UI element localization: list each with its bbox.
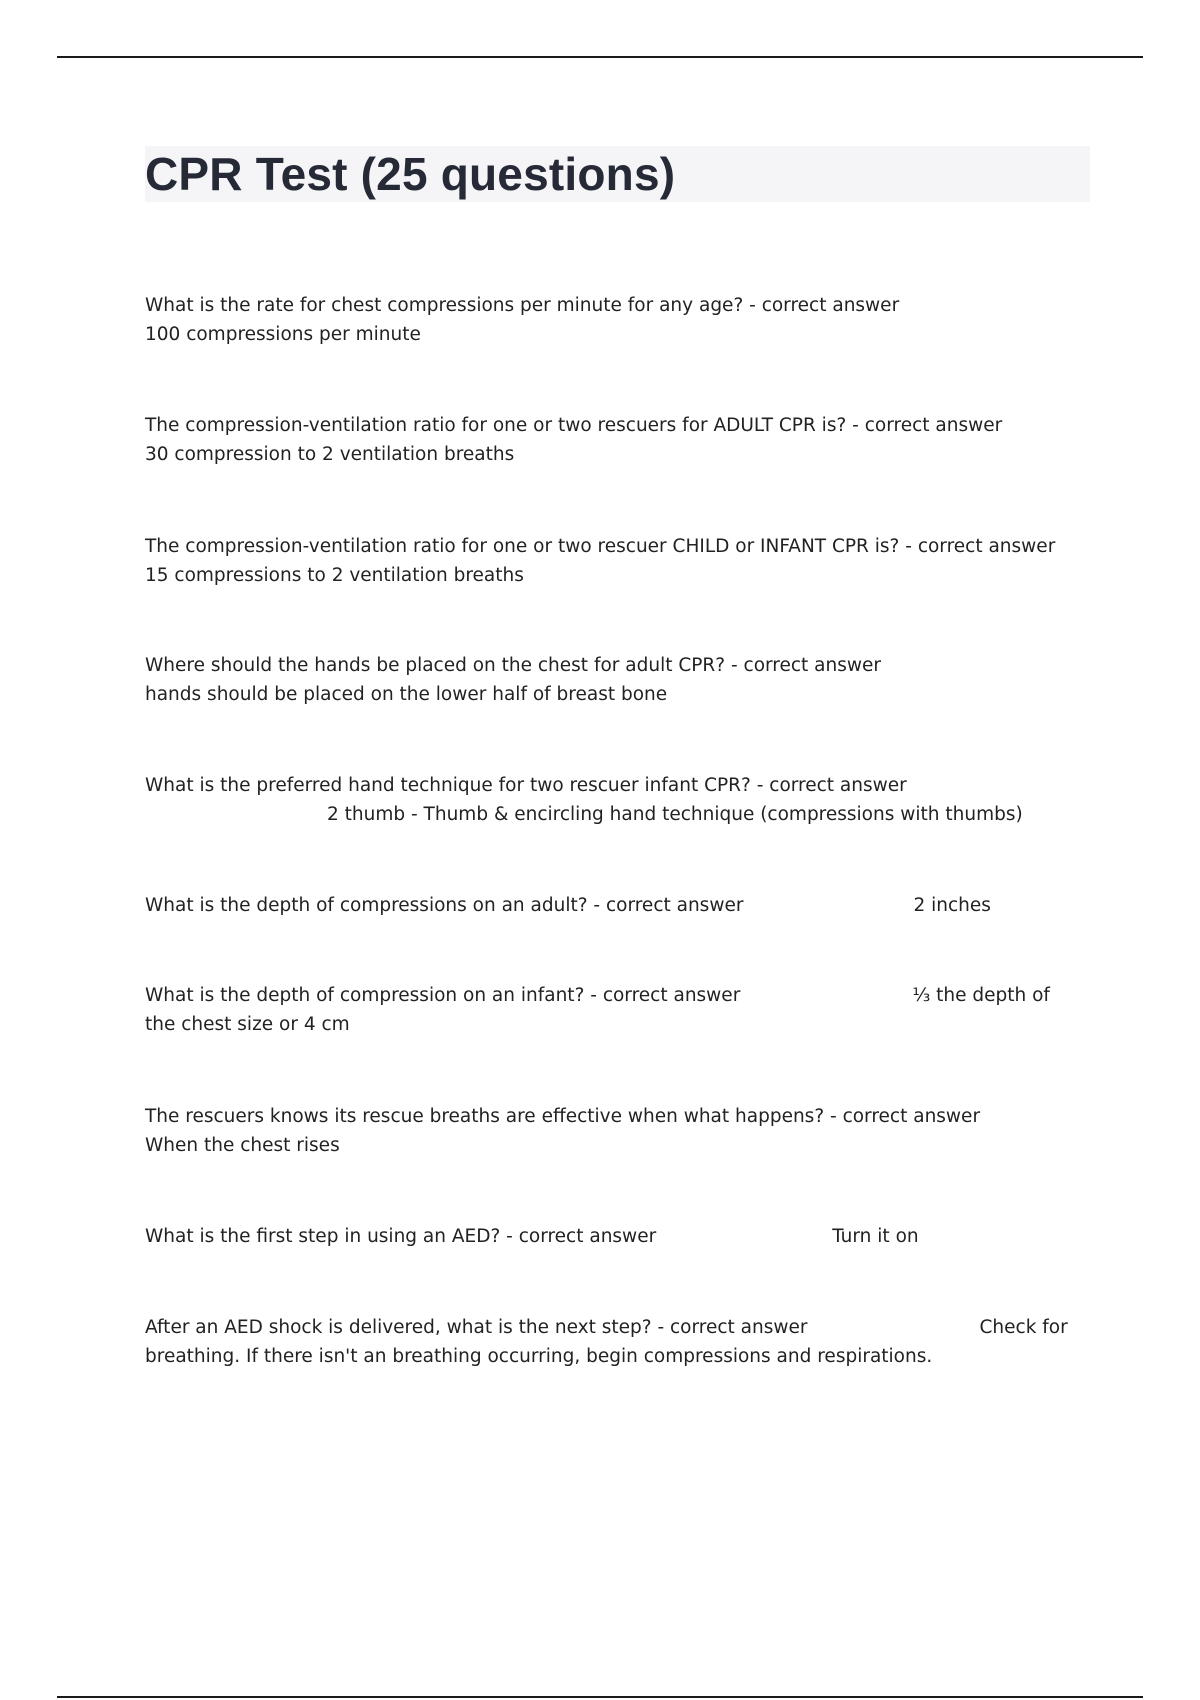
answer-text: 2 thumb - Thumb & encircling hand technique (compressions with thumbs) — [327, 804, 1023, 825]
answer-text: 100 compressions per minute — [145, 324, 421, 345]
answer-text: 30 compression to 2 ventilation breaths — [145, 444, 515, 465]
question-text: The compression-ventilation ratio for one or two rescuer CHILD or INFANT CPR is? - correct answer — [145, 536, 1056, 557]
qa-item-1 — [145, 291, 1085, 349]
answer-text: 15 compressions to 2 ventilation breaths — [145, 565, 524, 586]
answer-text: Check for breathing. If there isn't an breathing occurring, begin compressions and respirations. — [145, 1317, 1068, 1367]
question-text: What is the first step in using an AED? - correct answer — [145, 1226, 657, 1247]
qa-item-9 — [145, 1222, 1085, 1251]
question-text: Where should the hands be placed on the chest for adult CPR? - correct answer — [145, 655, 881, 676]
question-text: What is the depth of compressions on an adult? - correct answer — [145, 895, 744, 916]
qa-item-10 — [145, 1313, 1085, 1371]
answer-text: Turn it on — [832, 1226, 919, 1247]
qa-item-7 — [145, 981, 1085, 1039]
question-text: The compression-ventilation ratio for one or two rescuers for ADULT CPR is? - correct answer — [145, 415, 1003, 436]
qa-item-4 — [145, 651, 1085, 709]
question-text: What is the rate for chest compressions per minute for any age? - correct answer — [145, 295, 900, 316]
answer-text: 2 inches — [913, 895, 991, 916]
question-text: What is the preferred hand technique for two rescuer infant CPR? - correct answer — [145, 775, 907, 796]
question-text: The rescuers knows its rescue breaths are effective when what happens? - correct answer — [145, 1106, 981, 1127]
qa-item-8 — [145, 1102, 1085, 1160]
question-text: What is the depth of compression on an infant? - correct answer — [145, 985, 741, 1006]
qa-item-5 — [145, 771, 1085, 829]
page-title: CPR Test (25 questions) — [145, 148, 676, 200]
qa-item-6 — [145, 891, 1085, 920]
question-text: After an AED shock is delivered, what is the next step? - correct answer — [145, 1317, 808, 1338]
answer-text: hands should be placed on the lower half of breast bone — [145, 684, 668, 705]
answer-text: ⅓ the depth of the chest size or 4 cm — [145, 985, 1050, 1035]
qa-item-2 — [145, 411, 1085, 469]
answer-text: When the chest rises — [145, 1135, 340, 1156]
bottom-rule — [57, 1696, 1143, 1698]
qa-item-3 — [145, 532, 1085, 590]
top-rule — [57, 56, 1143, 58]
